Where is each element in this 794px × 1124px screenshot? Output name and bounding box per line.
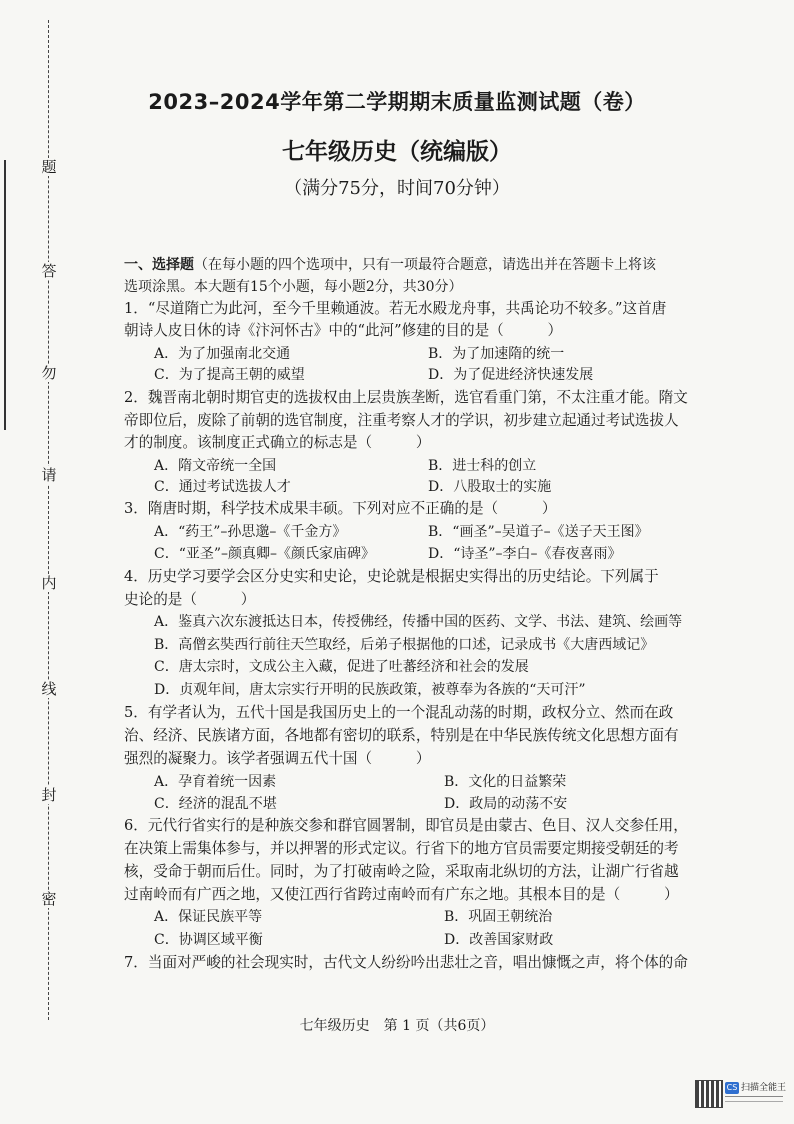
question-6-option-a: A．保证民族平等 xyxy=(154,909,263,925)
seal-char: 线 xyxy=(41,680,57,698)
question-6-option-d: D．改善国家财政 xyxy=(444,932,554,948)
qr-code-icon xyxy=(695,1080,723,1108)
section-instruction: （在每小题的四个选项中，只有一项最符合题意，请选出并在答题卡上将该 xyxy=(194,257,656,273)
divider xyxy=(725,1096,783,1102)
section-instructions xyxy=(124,254,724,298)
question-5-option-c: C．经济的混乱不堪 xyxy=(154,796,277,812)
question-6-text: 过南岭而有广西之地，又使江西行省跨过南岭而有广东之地。其根本目的是（ ） xyxy=(124,886,679,903)
seal-char: 答 xyxy=(41,262,57,280)
question-5-text: 强烈的凝聚力。该学者强调五代十国（ ） xyxy=(124,750,431,767)
section-heading: 一、选择题 xyxy=(124,257,194,273)
question-7-text: 7．当面对严峻的社会现实时，古代文人纷纷吟出悲壮之音，唱出慷慨之声，将个体的命 xyxy=(124,954,688,971)
scanner-brand: 扫描全能王 xyxy=(741,1083,787,1093)
exam-title: 2023–2024学年第二学期期末质量监测试题（卷） xyxy=(148,90,646,114)
question-6-option-c: C．协调区域平衡 xyxy=(154,932,263,948)
question-4-text: 4．历史学习要学会区分史实和史论，史论就是根据史实得出的历史结论。下列属于 xyxy=(124,568,659,585)
question-5-option-d: D．政局的动荡不安 xyxy=(444,796,568,812)
question-5-option-b: B．文化的日益繁荣 xyxy=(444,774,567,790)
question-1-option-d: D．为了促进经济快速发展 xyxy=(428,367,594,383)
seal-char: 内 xyxy=(41,574,57,592)
question-5-option-a: A．孕育着统一因素 xyxy=(154,774,277,790)
question-3-option-b: B．“画圣”–吴道子–《送子天王图》 xyxy=(428,524,649,540)
question-3-text: 3．隋唐时期，科学技术成果丰硕。下列对应不正确的是（ ） xyxy=(124,500,557,517)
question-4-option-c: C．唐太宗时，文成公主入藏，促进了吐蕃经济和社会的发展 xyxy=(154,659,529,675)
question-2-option-a: A．隋文帝统一全国 xyxy=(154,458,277,474)
question-2-option-c: C．通过考试选拔人才 xyxy=(154,479,291,495)
question-3-option-d: D．“诗圣”–李白–《春夜喜雨》 xyxy=(428,546,622,562)
question-4-option-d: D．贞观年间，唐太宗实行开明的民族政策，被尊奉为各族的“天可汗” xyxy=(154,682,586,698)
question-4-option-a: A．鉴真六次东渡抵达日本，传授佛经，传播中国的医药、文学、书法、建筑、绘画等 xyxy=(154,614,683,630)
question-2-option-d: D．八股取士的实施 xyxy=(428,479,552,495)
question-6-text: 核，受命于朝而后仕。同时，为了打破南岭之险，采取南北纵切的方法，让湖广行省越 xyxy=(124,863,679,880)
question-2-text: 才的制度。该制度正式确立的标志是（ ） xyxy=(124,434,431,451)
question-5-text: 5．有学者认为，五代十国是我国历史上的一个混乱动荡的时期，政权分立、然而在政 xyxy=(124,704,674,721)
question-2-text: 2．魏晋南北朝时期官吏的选拔权由上层贵族垄断，选官看重门第，不太注重才能。隋文 xyxy=(124,389,688,406)
question-6-text: 在决策上需集体参与，并以押署的形式定议。行省下的地方官员需要定期接受朝廷的考 xyxy=(124,840,679,857)
question-1-option-b: B．为了加速隋的统一 xyxy=(428,346,565,362)
question-2-text: 帝即位后，废除了前朝的选官制度，注重考察人才的学识，初步建立起通过考试选拔人 xyxy=(124,412,679,429)
question-2-option-b: B．进士科的创立 xyxy=(428,458,537,474)
seal-char: 密 xyxy=(41,890,57,908)
page-footer: 七年级历史 第 1 页（共6页） xyxy=(299,1018,495,1034)
question-4-option-b: B．高僧玄奘西行前往天竺取经，后弟子根据他的口述，记录成书《大唐西域记》 xyxy=(154,637,655,653)
seal-char: 封 xyxy=(41,786,57,804)
section-instruction: 选项涂黑。本大题有15个小题，每小题2分，共30分） xyxy=(124,279,463,295)
seal-char: 请 xyxy=(41,466,57,484)
scanner-watermark xyxy=(695,1078,785,1112)
question-5-text: 治、经济、民族诸方面，各地都有密切的联系，特别是在中华民族传统文化思想方面有 xyxy=(124,727,679,744)
question-1-text: 朝诗人皮日休的诗《汴河怀古》中的“此河”修建的目的是（ ） xyxy=(124,322,563,339)
cs-logo-icon: CS xyxy=(726,1083,738,1092)
question-1-option-a: A．为了加强南北交通 xyxy=(154,346,291,362)
seal-char: 题 xyxy=(41,158,57,176)
question-1-option-c: C．为了提高王朝的威望 xyxy=(154,367,305,383)
question-3-option-c: C．“亚圣”–颜真卿–《颜氏家庙碑》 xyxy=(154,546,376,562)
binding-strip xyxy=(0,0,80,1124)
question-3-option-a: A．“药王”–孙思邈–《千金方》 xyxy=(154,524,347,540)
question-6-option-b: B．巩固王朝统治 xyxy=(444,909,553,925)
question-6-text: 6．元代行省实行的是种族交参和群官圆署制，即官员是由蒙古、色目、汉人交参任用， xyxy=(124,817,688,834)
seal-char: 勿 xyxy=(41,364,57,382)
question-1-text: 1．“尽道隋亡为此河，至今千里赖通波。若无水殿龙舟事，共禹论功不较多。”这首唐 xyxy=(124,300,667,317)
question-4-text: 史论的是（ ） xyxy=(124,591,256,608)
exam-subtitle: 七年级历史（统编版） xyxy=(282,139,512,165)
name-underline xyxy=(4,160,6,430)
exam-score-time: （满分75分，时间70分钟） xyxy=(284,178,510,199)
